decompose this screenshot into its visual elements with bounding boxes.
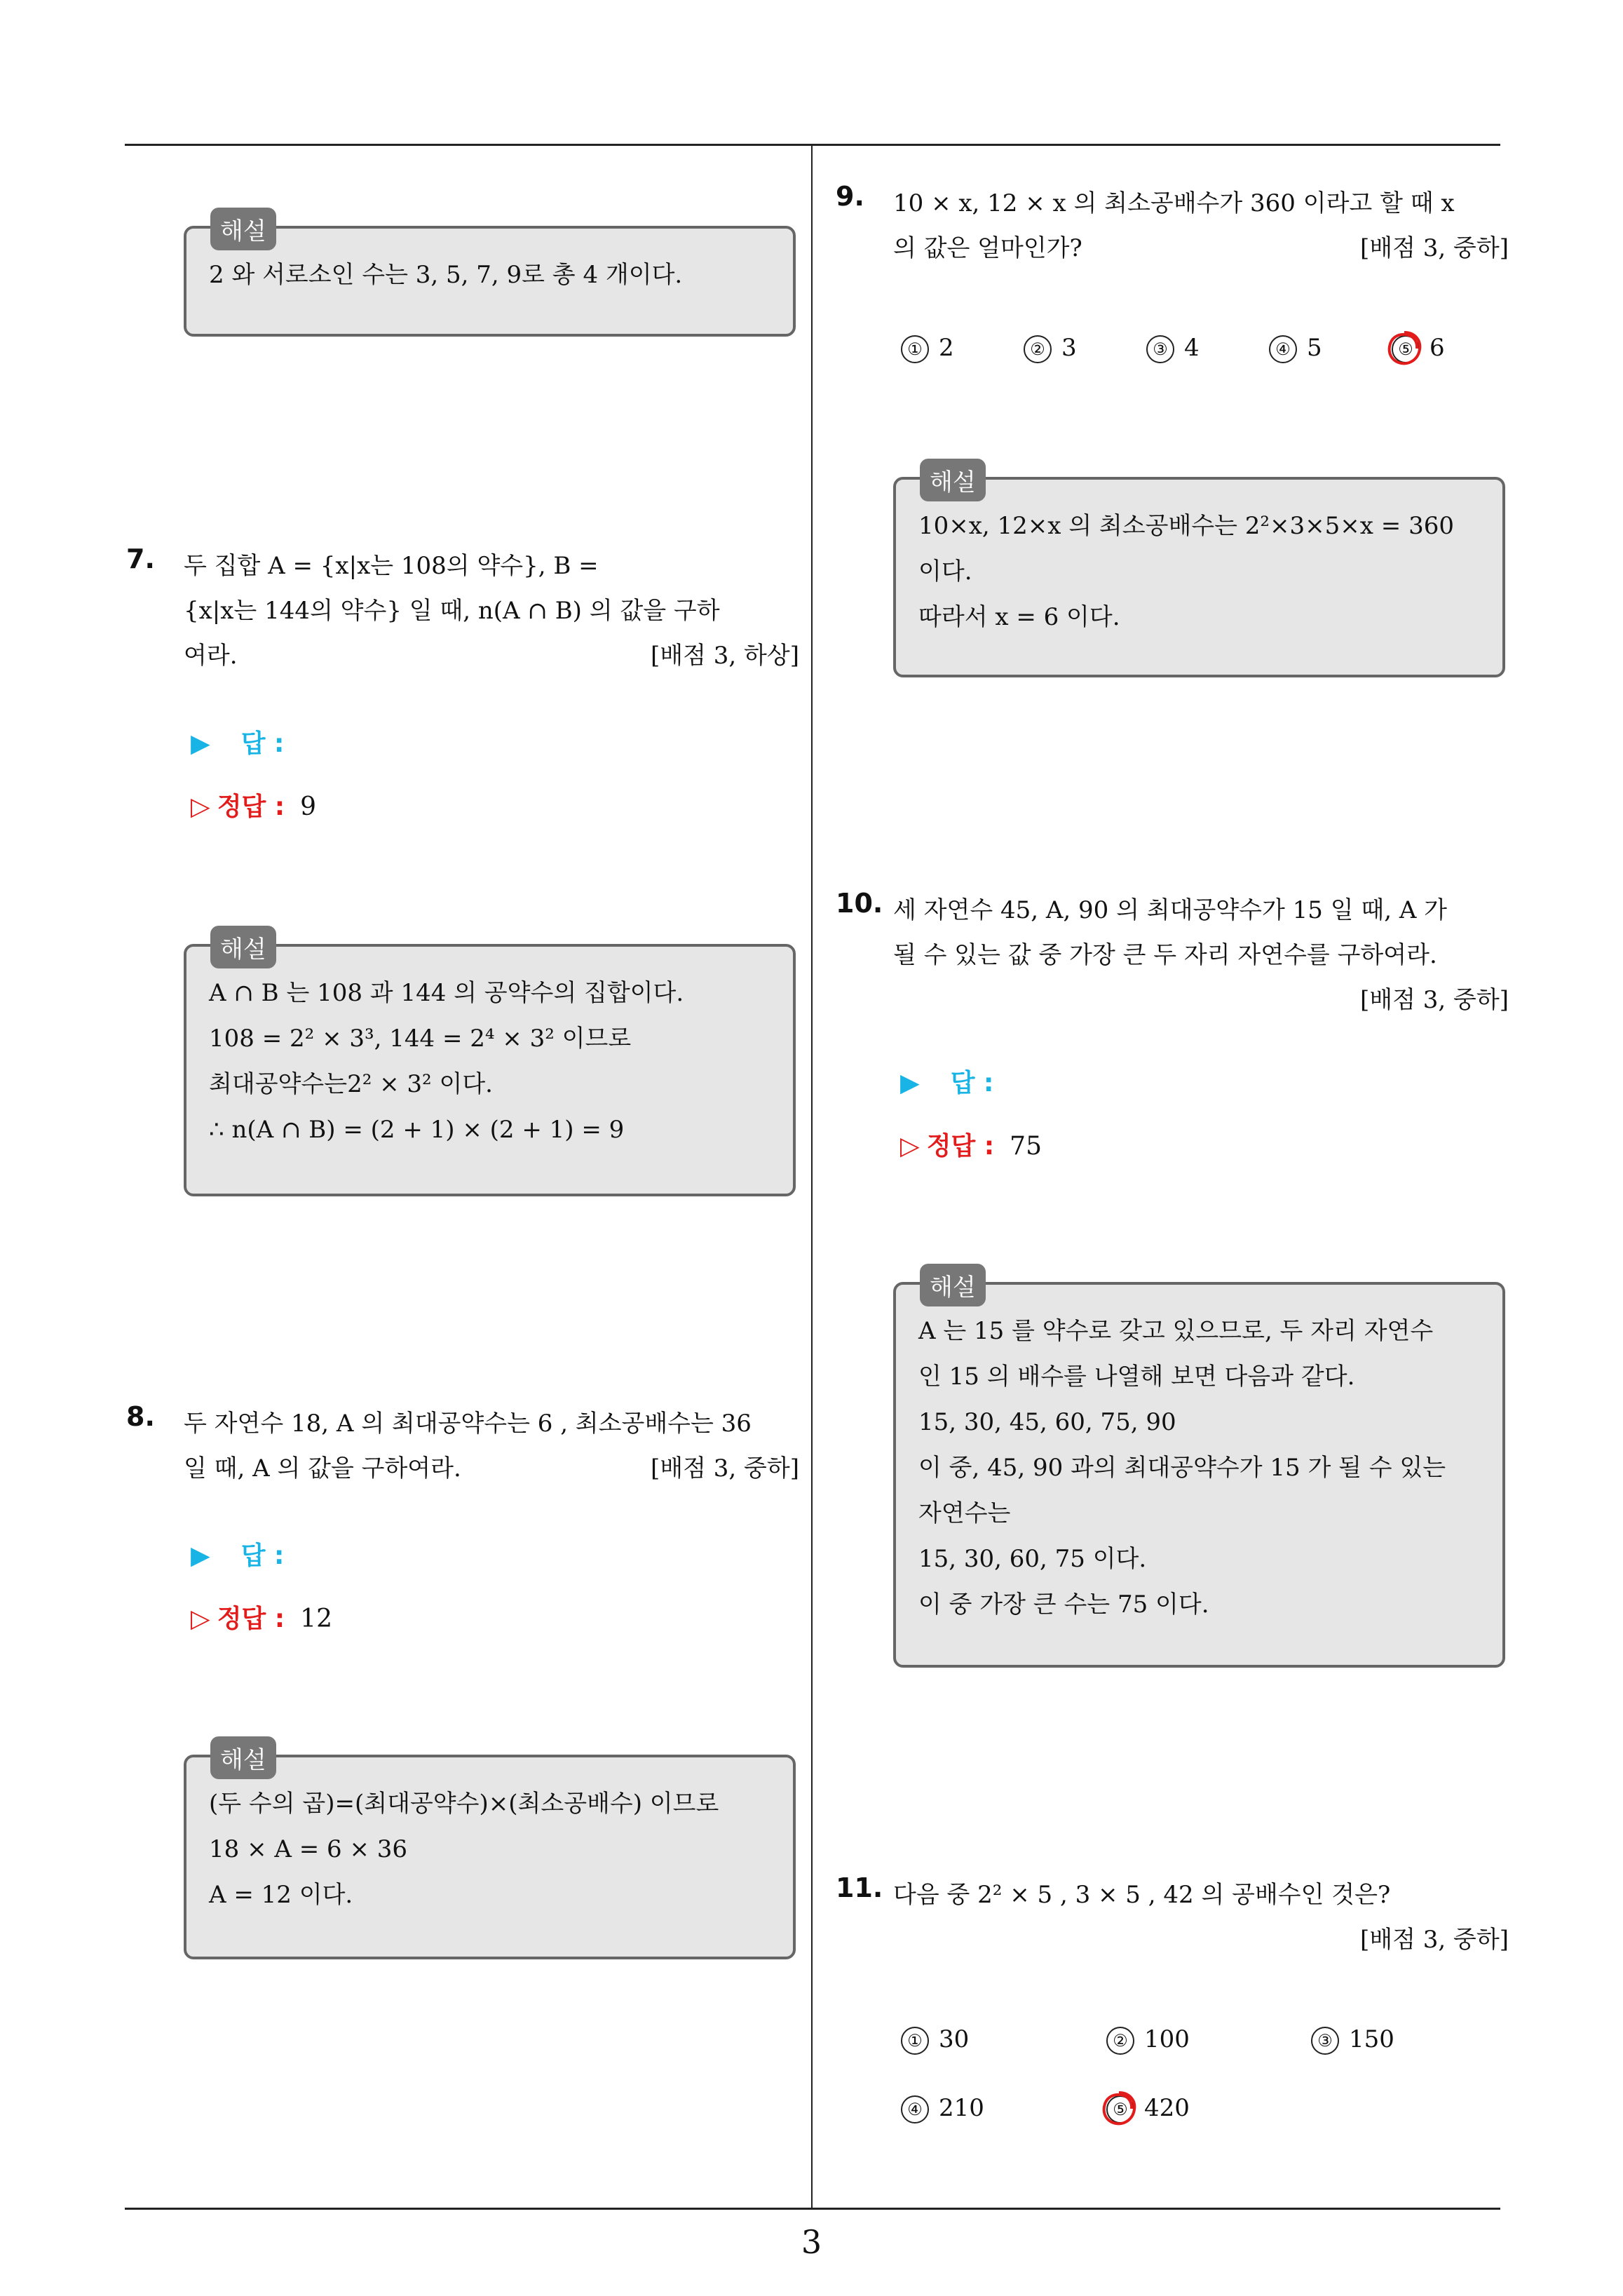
solution-line: A = 12 이다.: [209, 1881, 353, 1909]
question-text-line: 두 자연수 18, A 의 최대공약수는 6 , 최소공배수는 36: [184, 1410, 752, 1438]
choice-2[interactable]: [1024, 334, 1077, 363]
solution-line: 2 와 서로소인 수는 3, 5, 7, 9로 총 4 개이다.: [209, 261, 683, 289]
play-triangle-icon: ▶: [191, 1541, 210, 1570]
solution-line: 따라서 x = 6 이다.: [918, 603, 1120, 631]
question-number: 9.: [836, 181, 864, 212]
choice-mark: ②: [1106, 2027, 1134, 2055]
solution-value: 9: [300, 792, 317, 821]
page-number: 3: [801, 2223, 822, 2261]
choice-text: 150: [1349, 2025, 1394, 2053]
answer-label: 답 :: [240, 729, 285, 758]
solution-label: 정답 :: [217, 792, 285, 821]
play-triangle-icon: ▶: [900, 1069, 920, 1098]
solution-row-q7: [191, 787, 316, 823]
choice-2[interactable]: [1106, 2025, 1190, 2055]
choice-5[interactable]: [1392, 334, 1445, 363]
question-text-line: 10 × x, 12 × x 의 최소공배수가 360 이라고 할 때 x: [893, 189, 1455, 217]
solution-value: 75: [1010, 1132, 1042, 1161]
solution-line: (두 수의 곱)=(최대공약수)×(최소공배수) 이므로: [209, 1790, 719, 1818]
choice-mark: ③: [1146, 335, 1174, 363]
choice-text: 100: [1144, 2025, 1190, 2053]
solution-line: 10×x, 12×x 의 최소공배수는 2²×3×5×x = 360: [918, 512, 1454, 540]
choice-mark: ④: [1269, 335, 1297, 363]
answer-row-q8[interactable]: [191, 1536, 284, 1572]
choice-text: 210: [939, 2094, 984, 2122]
choice-mark: ⑤: [1106, 2095, 1134, 2123]
question-text-line: 두 집합 A = {x|x는 108의 약수}, B =: [184, 552, 599, 580]
outline-triangle-icon: ▷: [900, 1132, 920, 1161]
choice-text: 6: [1430, 334, 1445, 362]
question-text-line: 여라.: [184, 642, 238, 670]
choice-4[interactable]: [1269, 334, 1322, 363]
solution-label: 정답 :: [217, 1605, 285, 1633]
question-7: [126, 543, 799, 678]
choice-text: 2: [939, 334, 954, 362]
choice-mark: ③: [1311, 2027, 1339, 2055]
question-text-line: 일 때, A 의 값을 구하여라.: [184, 1454, 461, 1483]
choice-4[interactable]: [901, 2094, 984, 2123]
solution-box-q6: [184, 217, 796, 337]
solution-line: 이다.: [918, 558, 972, 586]
solution-tag: 해설: [920, 459, 986, 501]
solution-tag: 해설: [210, 1736, 276, 1779]
column-divider: [811, 146, 813, 2208]
question-number: 8.: [126, 1401, 155, 1432]
solution-row-q8: [191, 1599, 332, 1635]
choice-5[interactable]: [1106, 2094, 1190, 2123]
choice-text: 4: [1184, 334, 1200, 362]
choice-mark: ②: [1024, 335, 1052, 363]
solution-tag: 해설: [210, 208, 276, 250]
choice-3[interactable]: [1146, 334, 1200, 363]
choice-text: 30: [939, 2025, 970, 2053]
solution-line: A 는 15 를 약수로 갖고 있으므로, 두 자리 자연수: [918, 1317, 1434, 1345]
solution-line: 최대공약수는2² × 3² 이다.: [209, 1070, 493, 1098]
solution-line: 이 중, 45, 90 과의 최대공약수가 15 가 될 수 있는: [918, 1454, 1446, 1482]
question-text-line: 의 값은 얼마인가?: [893, 234, 1082, 262]
score-label: [배점 3, 중하]: [651, 1454, 799, 1483]
answer-label: 답 :: [240, 1541, 285, 1570]
solution-line: 108 = 2² × 3³, 144 = 2⁴ × 3² 이므로: [209, 1025, 632, 1053]
solution-line: 자연수는: [918, 1499, 1011, 1527]
choice-text: 3: [1061, 334, 1077, 362]
solution-box-q10: [893, 1274, 1505, 1668]
choice-3[interactable]: [1311, 2025, 1394, 2055]
solution-box-q7: [184, 936, 796, 1196]
score-label: [배점 3, 중하]: [1360, 1926, 1509, 1954]
choice-1[interactable]: [901, 2025, 969, 2055]
choice-mark: ④: [901, 2095, 929, 2123]
red-circle-mark-icon: [1099, 2088, 1139, 2128]
question-text-line: 될 수 있는 값 중 가장 큰 두 자리 자연수를 구하여라.: [893, 941, 1437, 969]
choice-mark: ①: [901, 2027, 929, 2055]
play-triangle-icon: ▶: [191, 729, 210, 758]
score-label: [배점 3, 하상]: [651, 642, 799, 670]
question-number: 11.: [836, 1872, 883, 1903]
answer-row-q7[interactable]: [191, 724, 284, 759]
solution-line: 인 15 의 배수를 나열해 보면 다음과 같다.: [918, 1363, 1355, 1391]
question-10: [836, 888, 1509, 1022]
outline-triangle-icon: ▷: [191, 792, 210, 821]
solution-line: ∴ n(A ∩ B) = (2 + 1) × (2 + 1) = 9: [209, 1116, 625, 1144]
solution-row-q10: [900, 1126, 1042, 1162]
question-9: [836, 181, 1509, 271]
question-text-line: {x|x는 144의 약수} 일 때, n(A ∩ B) 의 값을 구하: [184, 597, 720, 625]
solution-tag: 해설: [920, 1264, 986, 1306]
question-text-line: 다음 중 2² × 5 , 3 × 5 , 42 의 공배수인 것은?: [893, 1881, 1391, 1909]
choice-mark: ⑤: [1392, 335, 1420, 363]
question-text-line: 세 자연수 45, A, 90 의 최대공약수가 15 일 때, A 가: [893, 896, 1448, 924]
score-label: [배점 3, 중하]: [1360, 234, 1509, 262]
solution-line: 15, 30, 60, 75 이다.: [918, 1545, 1147, 1573]
outline-triangle-icon: ▷: [191, 1605, 210, 1633]
top-rule: [125, 144, 1500, 146]
choice-mark: ①: [901, 335, 929, 363]
question-number: 10.: [836, 888, 883, 919]
choice-text: 5: [1307, 334, 1322, 362]
choice-1[interactable]: [901, 334, 954, 363]
question-8: [126, 1401, 799, 1491]
solution-line: 18 × A = 6 × 36: [209, 1835, 408, 1863]
solution-line: A ∩ B 는 108 과 144 의 공약수의 집합이다.: [209, 979, 684, 1007]
solution-line: 이 중 가장 큰 수는 75 이다.: [918, 1591, 1209, 1619]
solution-label: 정답 :: [926, 1132, 995, 1161]
solution-box-q9: [893, 468, 1505, 677]
question-11: [836, 1872, 1509, 1962]
red-circle-mark-icon: [1385, 328, 1424, 367]
question-number: 7.: [126, 543, 155, 574]
choice-text: 420: [1144, 2094, 1190, 2122]
solution-line: 15, 30, 45, 60, 75, 90: [918, 1408, 1176, 1436]
solution-value: 12: [300, 1605, 332, 1633]
score-label: [배점 3, 중하]: [1360, 986, 1509, 1014]
solution-tag: 해설: [210, 926, 276, 968]
solution-box-q8: [184, 1746, 796, 1959]
bottom-rule: [125, 2208, 1500, 2210]
answer-label: 답 :: [950, 1069, 994, 1098]
answer-row-q10[interactable]: [900, 1063, 993, 1099]
